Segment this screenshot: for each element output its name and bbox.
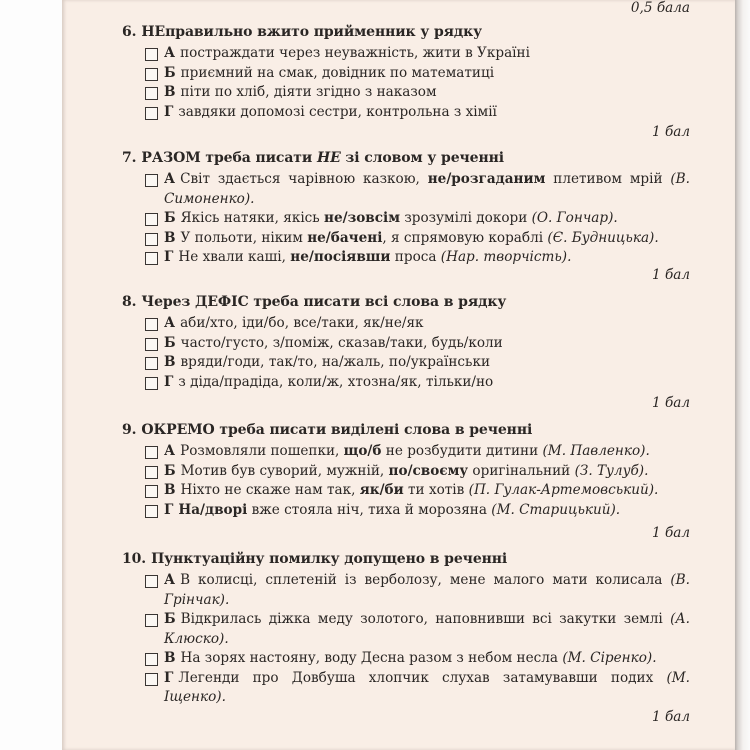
answer-checkbox[interactable] <box>145 653 158 666</box>
answer-checkbox[interactable] <box>145 174 158 187</box>
option-text: Мотив був суворий, мужній, <box>180 462 389 479</box>
answer-checkbox[interactable] <box>145 377 158 390</box>
highlighted-word: На/дворі <box>178 501 248 518</box>
answer-checkbox[interactable] <box>145 446 158 459</box>
option-text: завдяки допомозі сестри, контрольна з хімії <box>178 103 497 120</box>
option-letter: Б <box>164 462 176 479</box>
option-text: У польоти, ніким <box>180 229 308 246</box>
question-number: 10. <box>122 551 147 567</box>
author-citation: (А. Клюско). <box>164 611 690 647</box>
option-text: Ніхто не скаже нам так, <box>180 482 360 498</box>
author-citation: (З. Тулуб). <box>574 462 649 479</box>
option-letter: Б <box>164 334 176 351</box>
option-text: Якісь натяки, якісь <box>180 210 324 226</box>
author-citation: (В. Грінчак). <box>164 572 690 608</box>
author-citation: (М. Іщенко). <box>164 669 690 705</box>
option-letter: А <box>164 315 176 331</box>
answer-checkbox[interactable] <box>145 48 158 61</box>
option-letter: Б <box>164 210 176 226</box>
question-title <box>122 422 690 438</box>
question-8 <box>122 294 690 392</box>
author-citation: (М. Сіренко). <box>562 650 657 666</box>
question-text-emphasis: НЕ <box>316 150 341 166</box>
option-text: піти по хліб, діяти згідно з наказом <box>180 84 437 100</box>
option-letter: В <box>164 650 176 666</box>
question-6-score: 1 бал <box>651 124 690 140</box>
highlighted-word: як/би <box>359 482 404 498</box>
answer-option-2[interactable] <box>122 334 690 354</box>
question-9 <box>122 422 690 520</box>
option-text: Легенди про Довбуша хлопчик слухав затамувавши подих <box>178 669 667 686</box>
option-text: аби/хто, іди/бо, все/таки, як/не/як <box>180 315 424 331</box>
answer-checkbox[interactable] <box>145 575 158 588</box>
option-letter: А <box>164 443 176 459</box>
answer-checkbox[interactable] <box>145 87 158 100</box>
answer-checkbox[interactable] <box>145 357 158 370</box>
answer-option-4[interactable] <box>122 501 690 521</box>
test-page-content <box>62 0 735 750</box>
author-citation: (М. Старицький). <box>491 501 621 518</box>
question-text: Пунктуаційну помилку допущено в реченні <box>151 551 508 567</box>
highlighted-word: не/зовсім <box>324 210 401 226</box>
option-letter: Б <box>164 611 176 627</box>
option-letter: В <box>164 354 176 370</box>
answer-option-4[interactable] <box>122 248 690 268</box>
question-text: Через ДЕФІС треба писати всі слова в рядку <box>141 294 507 310</box>
question-7 <box>122 150 690 268</box>
option-text: Відкрилась діжка меду золотого, наповнивши всі закутки землі <box>180 611 671 627</box>
option-text: часто/густо, з/поміж, сказав/таки, будь/коли <box>180 334 503 351</box>
question-10-score: 1 бал <box>651 709 690 725</box>
option-text: з діда/прадіда, коли/ж, хтозна/як, тільки/но <box>178 373 494 390</box>
question-title <box>122 551 690 567</box>
question-number: 8. <box>122 294 137 310</box>
author-citation: (Нар. творчість). <box>440 249 572 265</box>
answer-checkbox[interactable] <box>145 614 158 627</box>
option-letter: Г <box>164 501 174 518</box>
option-letter: В <box>164 482 176 498</box>
question-title <box>122 294 690 310</box>
answer-checkbox[interactable] <box>145 318 158 331</box>
answer-option-1[interactable] <box>122 170 690 209</box>
highlighted-word: не/розгаданим <box>427 171 546 187</box>
option-letter: В <box>164 229 176 246</box>
option-letter: А <box>164 171 176 187</box>
answer-checkbox[interactable] <box>145 233 158 246</box>
answer-checkbox[interactable] <box>145 252 158 265</box>
answer-option-2[interactable] <box>122 64 690 84</box>
option-text: Розмовляли пошепки, <box>180 443 344 459</box>
answer-option-3[interactable] <box>122 83 690 103</box>
question-8-score: 1 бал <box>651 395 690 411</box>
question-6 <box>122 24 690 122</box>
option-text: На зорях настояну, воду Десна разом з небом несла <box>180 650 563 666</box>
author-citation: (М. Павленко). <box>542 443 650 459</box>
option-text: зрозумілі докори <box>400 210 532 226</box>
answer-checkbox[interactable] <box>145 338 158 351</box>
answer-option-2[interactable] <box>122 209 690 229</box>
option-text: плетивом мрій <box>545 171 671 187</box>
answer-option-3[interactable] <box>122 353 690 373</box>
question-title <box>122 24 690 40</box>
answer-option-1[interactable] <box>122 442 690 462</box>
answer-option-3[interactable] <box>122 481 690 501</box>
question-text: зі словом у реченні <box>340 150 504 166</box>
option-text: Не хвали каші, <box>178 249 291 265</box>
option-letter: Г <box>164 103 174 120</box>
highlighted-word: не/посіявши <box>290 249 391 265</box>
answer-checkbox[interactable] <box>145 466 158 479</box>
option-text: приємний на смак, довідник по математиці <box>180 64 495 81</box>
option-text: проса <box>390 249 441 265</box>
option-text: постраждати через неуважність, жити в Україні <box>180 45 530 61</box>
question-number: 9. <box>122 422 137 438</box>
option-letter: Б <box>164 64 176 81</box>
option-letter: А <box>164 45 176 61</box>
answer-option-1[interactable] <box>122 314 690 334</box>
answer-checkbox[interactable] <box>145 485 158 498</box>
option-letter: Г <box>164 249 174 265</box>
page-edge-shadow <box>735 0 750 750</box>
option-text: не розбудити дитини <box>381 443 543 459</box>
answer-checkbox[interactable] <box>145 505 158 518</box>
answer-option-1[interactable] <box>122 44 690 64</box>
highlighted-word: по/своєму <box>388 462 469 479</box>
option-text: вже стояла ніч, тиха й морозяна <box>247 501 492 518</box>
question-9-score: 1 бал <box>651 525 690 541</box>
option-letter: Г <box>164 669 174 686</box>
option-text: Світ здається чарівною казкою, <box>180 171 428 187</box>
option-text: В колисці, сплетеній із верболозу, мене малого мати колисала <box>180 572 671 588</box>
question-text: ОКРЕМО треба писати виділені слова в реченні <box>141 422 533 438</box>
highlighted-word: що/б <box>343 443 382 459</box>
option-letter: Г <box>164 373 174 390</box>
author-citation: (В. Симоненко). <box>164 171 690 207</box>
answer-checkbox[interactable] <box>145 213 158 226</box>
answer-option-2[interactable] <box>122 462 690 482</box>
option-text: оригінальний <box>468 462 575 479</box>
answer-option-4[interactable] <box>122 373 690 393</box>
author-citation: (П. Гулак-Артемовський). <box>468 482 659 498</box>
question-7-score: 1 бал <box>651 267 690 283</box>
question-10 <box>122 551 690 708</box>
answer-checkbox[interactable] <box>145 107 158 120</box>
option-letter: А <box>164 572 176 588</box>
answer-option-3[interactable] <box>122 649 690 669</box>
option-letter: В <box>164 84 176 100</box>
answer-checkbox[interactable] <box>145 673 158 686</box>
question-title <box>122 150 690 166</box>
previous-question-score: 0,5 бала <box>630 0 690 16</box>
question-text: РАЗОМ треба писати <box>141 150 317 166</box>
answer-option-1[interactable] <box>122 571 690 610</box>
option-text: вряди/годи, так/то, на/жаль, по/українськи <box>180 354 491 370</box>
answer-option-4[interactable] <box>122 103 690 123</box>
answer-option-4[interactable] <box>122 669 690 708</box>
answer-option-3[interactable] <box>122 229 690 249</box>
author-citation: (Є. Будницька). <box>547 229 659 246</box>
option-text: ти хотів <box>403 482 469 498</box>
question-number: 6. <box>122 24 137 40</box>
answer-option-2[interactable] <box>122 610 690 649</box>
highlighted-word: не/бачені <box>307 229 383 246</box>
question-number: 7. <box>122 150 137 166</box>
option-text: , я спрямовую кораблі <box>382 229 548 246</box>
author-citation: (О. Гончар). <box>531 210 618 226</box>
question-text: НЕправильно вжито прийменник у рядку <box>141 24 483 40</box>
answer-checkbox[interactable] <box>145 68 158 81</box>
